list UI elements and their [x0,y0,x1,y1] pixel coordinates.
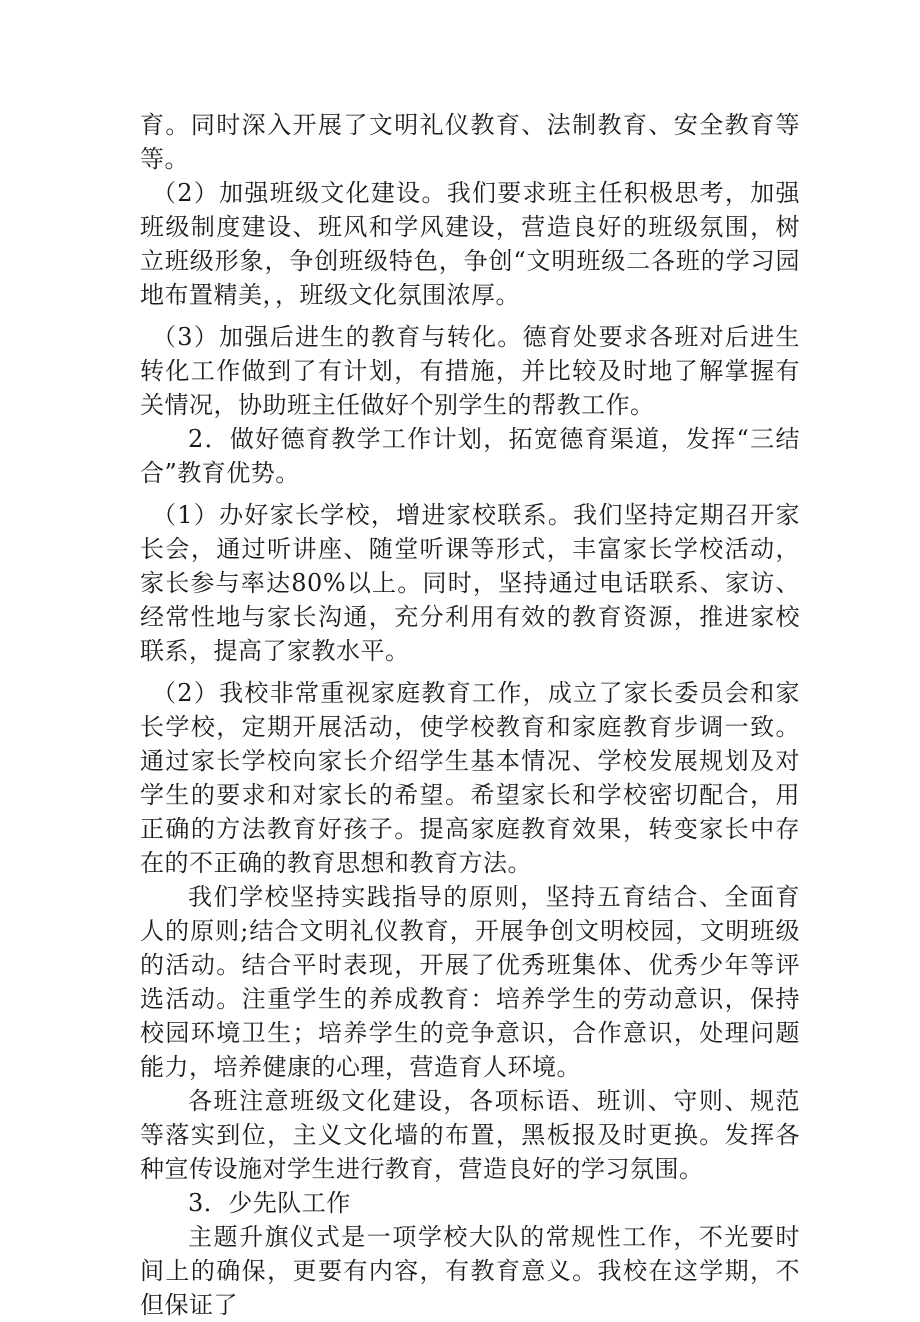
paragraph-item-3-underachievers: （3）加强后进生的教育与转化。德育处要求各班对后进生转化工作做到了有计划，有措施，并比较及时地了解掌握有关情况，协助班主任做好个别学生的帮教工作。 [140,323,800,419]
paragraph-item-2-class-culture: （2）加强班级文化建设。我们要求班主任积极思考，加强班级制度建设、班风和学风建设，营造良好的班级氛围，树立班级形象，争创班级特色，争创“文明班级二各班的学习园地布置精美，，班级文化氛围浓厚。 [140,179,800,309]
paragraph-item-1-parent-school: （1）办好家长学校，增进家校联系。我们坚持定期召开家长会，通过听讲座、随堂听课等形式，丰富家长学校活动，家长参与率达80%以上。同时，坚持通过电话联系、家访、经常性地与家长沟通，充分利用有效的教育资源，推进家校联系，提高了家教水平。 [140,501,800,665]
section-heading-3: 3．少先队工作 [188,1189,351,1217]
document-body [140,108,800,1322]
paragraph-continuation: 育。同时深入开展了文明礼仪教育、法制教育、安全教育等等。 [140,111,800,173]
paragraph-practice-guidance: 我们学校坚持实践指导的原则，坚持五育结合、全面育人的原则;结合文明礼仪教育，开展争创文明校园，文明班级的活动。结合平时表现，开展了优秀班集体、优秀少年等评选活动。注重学生的养成教育：培养学生的劳动意识，保持校园环境卫生；培养学生的竞争意识，合作意识，处理问题能力，培养健康的心理，营造育人环境。 [140,883,800,1081]
paragraph-flag-ceremony: 主题升旗仪式是一项学校大队的常规性工作，不光要时间上的确保，更要有内容，有教育意义。我校在这学期，不但保证了 [140,1223,800,1319]
paragraph-class-culture-construction: 各班注意班级文化建设，各项标语、班训、守则、规范等落实到位，主义文化墙的布置，黑板报及时更换。发挥各种宣传设施对学生进行教育，营造良好的学习氛围。 [140,1087,800,1183]
paragraph-item-2-family-education: （2）我校非常重视家庭教育工作，成立了家长委员会和家长学校，定期开展活动，使学校教育和家庭教育步调一致。通过家长学校向家长介绍学生基本情况、学校发展规划及对学生的要求和对家长的希望。希望家长和学校密切配合，用正确的方法教育好孩子。提高家庭教育效果，转变家长中存在的不正确的教育思想和教育方法。 [140,679,800,877]
section-heading-2: 2．做好德育教学工作计划，拓宽德育渠道，发挥“三结合”教育优势。 [140,425,800,487]
